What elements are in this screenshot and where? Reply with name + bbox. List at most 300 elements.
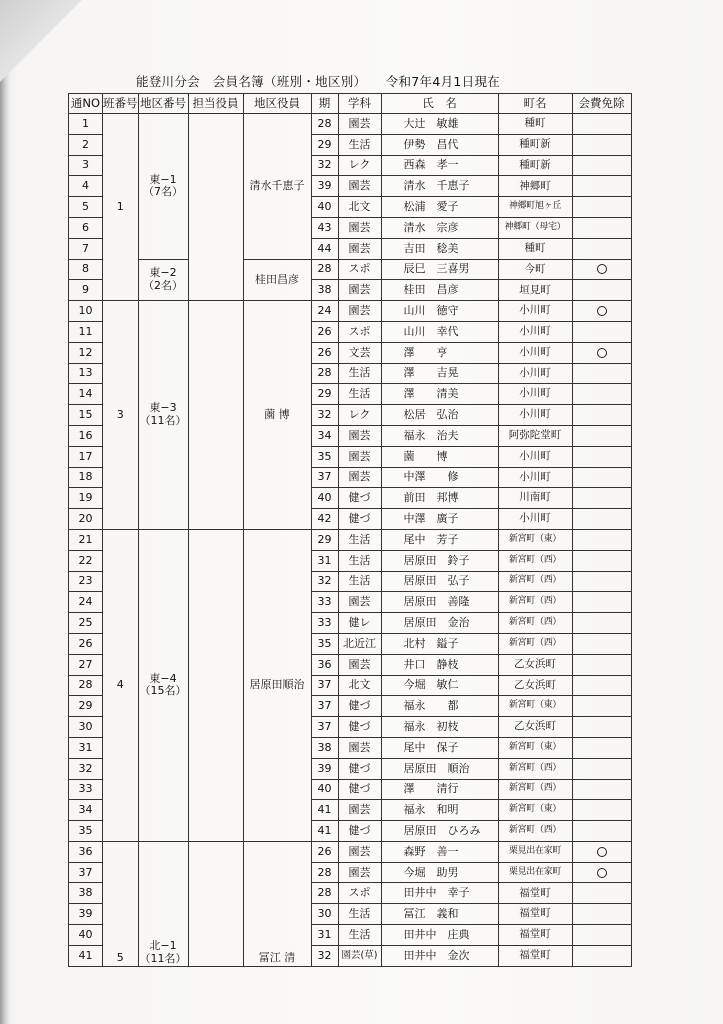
col-header-no: 通NO [69, 94, 103, 114]
member-name-cell: 澤 清行 [381, 779, 498, 800]
col-header-gakka: 学科 [338, 94, 381, 114]
fee-exempt-cell [572, 446, 631, 467]
exempt-circle-icon [597, 264, 607, 274]
han-number-cell: 5 [103, 841, 139, 966]
course-cell: 北文 [338, 675, 381, 696]
fee-exempt-cell [572, 134, 631, 155]
term-cell: 24 [311, 301, 338, 322]
row-number: 36 [69, 841, 103, 862]
course-cell: レク [338, 155, 381, 176]
area-code: 北−1 [149, 939, 177, 953]
row-number: 17 [69, 446, 103, 467]
member-name-cell: 松浦 愛子 [381, 197, 498, 218]
fee-exempt-cell [572, 571, 631, 592]
area-member-count: （15名） [139, 684, 187, 698]
member-name-cell: 田井中 幸子 [381, 883, 498, 904]
member-name-cell: 福永 治夫 [381, 425, 498, 446]
area-code: 東−4 [149, 671, 177, 685]
area-member-count: （7名） [143, 185, 183, 199]
col-header-area-officer: 地区役員 [243, 94, 311, 114]
fee-exempt-cell [572, 717, 631, 738]
fee-exempt-cell [572, 779, 631, 800]
fee-exempt-cell [572, 176, 631, 197]
town-cell: 種町 [498, 238, 572, 259]
area-officer-cell: 清水千恵子 [243, 114, 311, 260]
area-officer-cell: 桂田昌彦 [243, 259, 311, 301]
member-name-cell: 山川 幸代 [381, 321, 498, 342]
town-cell: 種町新 [498, 134, 572, 155]
fee-exempt-cell [572, 883, 631, 904]
town-cell: 小川町 [498, 301, 572, 322]
member-name-cell: 中澤 修 [381, 467, 498, 488]
term-cell: 28 [311, 259, 338, 280]
town-cell: 阿弥陀堂町 [498, 425, 572, 446]
member-name-cell: 今堀 敏仁 [381, 675, 498, 696]
row-number: 4 [69, 176, 103, 197]
course-cell: レク [338, 405, 381, 426]
row-number: 32 [69, 758, 103, 779]
fee-exempt-cell [572, 405, 631, 426]
col-header-officer: 担当役員 [188, 94, 243, 114]
row-number: 2 [69, 134, 103, 155]
term-cell: 31 [311, 925, 338, 946]
term-cell: 41 [311, 800, 338, 821]
row-number: 7 [69, 238, 103, 259]
term-cell: 38 [311, 280, 338, 301]
term-cell: 37 [311, 675, 338, 696]
row-number: 13 [69, 363, 103, 384]
course-cell: 園芸 [338, 301, 381, 322]
fee-exempt-cell [572, 280, 631, 301]
fee-exempt-cell [572, 675, 631, 696]
course-cell: 健レ [338, 613, 381, 634]
fee-exempt-cell [572, 238, 631, 259]
town-cell: 今町 [498, 259, 572, 280]
course-cell: 文芸 [338, 342, 381, 363]
member-name-cell: 薗 博 [381, 446, 498, 467]
col-header-exempt: 会費免除 [572, 94, 631, 114]
term-cell: 28 [311, 883, 338, 904]
town-cell: 福堂町 [498, 925, 572, 946]
member-name-cell: 冨江 義和 [381, 904, 498, 925]
officer-in-charge-cell [188, 529, 243, 841]
course-cell: 園芸 [338, 114, 381, 135]
member-name-cell: 前田 邦博 [381, 488, 498, 509]
term-cell: 26 [311, 342, 338, 363]
fee-exempt-cell [572, 925, 631, 946]
row-number: 15 [69, 405, 103, 426]
fee-exempt-cell [572, 592, 631, 613]
term-cell: 29 [311, 529, 338, 550]
area-code: 東−3 [149, 401, 177, 415]
member-name-cell: 伊勢 昌代 [381, 134, 498, 155]
col-header-town: 町名 [498, 94, 572, 114]
fee-exempt-cell [572, 342, 631, 363]
han-number-cell: 1 [103, 114, 139, 301]
town-cell: 小川町 [498, 384, 572, 405]
fee-exempt-cell [572, 904, 631, 925]
area-code: 東−2 [149, 266, 177, 280]
term-cell: 42 [311, 509, 338, 530]
officer-in-charge-cell [188, 301, 243, 530]
town-cell: 小川町 [498, 363, 572, 384]
row-number: 31 [69, 737, 103, 758]
row-number: 9 [69, 280, 103, 301]
member-name-cell: 今堀 助男 [381, 862, 498, 883]
fee-exempt-cell [572, 737, 631, 758]
exempt-circle-icon [597, 868, 607, 878]
fee-exempt-cell [572, 800, 631, 821]
member-name-cell: 辰巳 三喜男 [381, 259, 498, 280]
fee-exempt-cell [572, 217, 631, 238]
term-cell: 40 [311, 779, 338, 800]
term-cell: 35 [311, 633, 338, 654]
fee-exempt-cell [572, 654, 631, 675]
term-cell: 28 [311, 114, 338, 135]
row-number: 20 [69, 509, 103, 530]
course-cell: 健づ [338, 779, 381, 800]
town-cell: 小川町 [498, 342, 572, 363]
fee-exempt-cell [572, 509, 631, 530]
member-name-cell: 井口 静枝 [381, 654, 498, 675]
exempt-mark-text [607, 867, 608, 868]
member-name-cell: 松居 弘治 [381, 405, 498, 426]
exempt-mark-text [607, 263, 608, 264]
town-cell: 新宮町（西） [498, 758, 572, 779]
town-cell: 乙女浜町 [498, 717, 572, 738]
course-cell: 園芸 [338, 841, 381, 862]
row-number: 18 [69, 467, 103, 488]
fee-exempt-cell [572, 114, 631, 135]
town-cell: 小川町 [498, 509, 572, 530]
member-name-cell: 居原田 善隆 [381, 592, 498, 613]
town-cell: 川南町 [498, 488, 572, 509]
member-name-cell: 桂田 昌彦 [381, 280, 498, 301]
term-cell: 37 [311, 696, 338, 717]
area-number-cell [138, 841, 188, 966]
course-cell: スポ [338, 259, 381, 280]
town-cell: 神郷町 [498, 176, 572, 197]
course-cell: 北文 [338, 197, 381, 218]
fee-exempt-cell [572, 550, 631, 571]
member-name-cell: 田井中 庄典 [381, 925, 498, 946]
member-name-cell: 福永 都 [381, 696, 498, 717]
town-cell: 乙女浜町 [498, 654, 572, 675]
officer-in-charge-cell [188, 114, 243, 301]
member-name-cell: 居原田 順治 [381, 758, 498, 779]
exempt-mark-text [607, 305, 608, 306]
fee-exempt-cell [572, 488, 631, 509]
town-cell: 新宮町（西） [498, 821, 572, 842]
exempt-mark-text [607, 347, 608, 348]
row-number: 11 [69, 321, 103, 342]
han-number-cell: 3 [103, 301, 139, 530]
course-cell: 園芸 [338, 446, 381, 467]
row-number: 35 [69, 821, 103, 842]
term-cell: 37 [311, 467, 338, 488]
term-cell: 31 [311, 550, 338, 571]
member-name-cell: 森野 善一 [381, 841, 498, 862]
town-cell: 神郷町旭ヶ丘 [498, 197, 572, 218]
fee-exempt-cell [572, 945, 631, 966]
town-cell: 新宮町（西） [498, 633, 572, 654]
row-number: 39 [69, 904, 103, 925]
member-name-cell: 居原田 鈴子 [381, 550, 498, 571]
member-name-cell: 居原田 弘子 [381, 571, 498, 592]
term-cell: 41 [311, 821, 338, 842]
course-cell: 生活 [338, 529, 381, 550]
course-cell: 園芸 [338, 238, 381, 259]
row-number: 26 [69, 633, 103, 654]
term-cell: 26 [311, 321, 338, 342]
row-number: 19 [69, 488, 103, 509]
course-cell: 園芸 [338, 862, 381, 883]
area-code: 東−1 [149, 172, 177, 186]
row-number: 21 [69, 529, 103, 550]
member-name-cell: 澤 亨 [381, 342, 498, 363]
exempt-circle-icon [597, 847, 607, 857]
fee-exempt-cell [572, 363, 631, 384]
course-cell: 生活 [338, 363, 381, 384]
member-name-cell: 居原田 ひろみ [381, 821, 498, 842]
term-cell: 36 [311, 654, 338, 675]
town-cell: 種町 [498, 114, 572, 135]
course-cell: 園芸 [338, 280, 381, 301]
scan-edge-shadow [0, 0, 10, 1024]
fee-exempt-cell [572, 301, 631, 322]
fee-exempt-cell [572, 696, 631, 717]
row-number: 5 [69, 197, 103, 218]
town-cell: 乙女浜町 [498, 675, 572, 696]
town-cell: 新宮町（東） [498, 800, 572, 821]
col-header-name: 氏 名 [381, 94, 498, 114]
table-row [69, 529, 632, 550]
row-number: 16 [69, 425, 103, 446]
row-number: 14 [69, 384, 103, 405]
course-cell: 園芸(草) [338, 945, 381, 966]
row-number: 23 [69, 571, 103, 592]
term-cell: 29 [311, 384, 338, 405]
town-cell: 小川町 [498, 405, 572, 426]
member-name-cell: 清水 宗彦 [381, 217, 498, 238]
row-number: 22 [69, 550, 103, 571]
term-cell: 44 [311, 238, 338, 259]
course-cell: 健づ [338, 696, 381, 717]
term-cell: 40 [311, 197, 338, 218]
area-member-count: （2名） [143, 278, 183, 292]
table-row [69, 841, 632, 862]
row-number: 8 [69, 259, 103, 280]
town-cell: 福堂町 [498, 883, 572, 904]
town-cell: 福堂町 [498, 904, 572, 925]
row-number: 33 [69, 779, 103, 800]
col-header-han: 班番号 [103, 94, 139, 114]
row-number: 6 [69, 217, 103, 238]
fee-exempt-cell [572, 758, 631, 779]
town-cell: 新宮町（東） [498, 737, 572, 758]
course-cell: 北近江 [338, 633, 381, 654]
area-number-cell [138, 114, 188, 260]
term-cell: 32 [311, 155, 338, 176]
term-cell: 28 [311, 363, 338, 384]
member-name-cell: 田井中 金次 [381, 945, 498, 966]
officer-in-charge-cell [188, 841, 243, 966]
term-cell: 40 [311, 488, 338, 509]
row-number: 41 [69, 945, 103, 966]
term-cell: 30 [311, 904, 338, 925]
course-cell: 生活 [338, 550, 381, 571]
table-row [69, 259, 632, 280]
course-cell: 生活 [338, 571, 381, 592]
course-cell: 園芸 [338, 592, 381, 613]
row-number: 30 [69, 717, 103, 738]
course-cell: 園芸 [338, 467, 381, 488]
member-name-cell: 北村 鎰子 [381, 633, 498, 654]
town-cell: 種町新 [498, 155, 572, 176]
town-cell: 小川町 [498, 467, 572, 488]
term-cell: 34 [311, 425, 338, 446]
member-name-cell: 山川 徳守 [381, 301, 498, 322]
area-officer-cell: 薗 博 [243, 301, 311, 530]
town-cell: 新宮町（西） [498, 779, 572, 800]
fee-exempt-cell [572, 529, 631, 550]
course-cell: 生活 [338, 904, 381, 925]
course-cell: 園芸 [338, 654, 381, 675]
course-cell: 健づ [338, 717, 381, 738]
col-header-area: 地区番号 [138, 94, 188, 114]
row-number: 1 [69, 114, 103, 135]
member-name-cell: 居原田 金治 [381, 613, 498, 634]
course-cell: 健づ [338, 488, 381, 509]
row-number: 10 [69, 301, 103, 322]
member-name-cell: 福永 和明 [381, 800, 498, 821]
town-cell: 福堂町 [498, 945, 572, 966]
fee-exempt-cell [572, 155, 631, 176]
town-cell: 新宮町（西） [498, 613, 572, 634]
member-roster-table [68, 93, 632, 967]
member-name-cell: 清水 千恵子 [381, 176, 498, 197]
member-name-cell: 澤 吉晃 [381, 363, 498, 384]
town-cell: 栗見出在家町 [498, 841, 572, 862]
table-row [69, 114, 632, 135]
member-name-cell: 西森 孝一 [381, 155, 498, 176]
term-cell: 29 [311, 134, 338, 155]
fee-exempt-cell [572, 259, 631, 280]
exempt-circle-icon [597, 348, 607, 358]
row-number: 27 [69, 654, 103, 675]
town-cell: 小川町 [498, 446, 572, 467]
course-cell: 園芸 [338, 217, 381, 238]
town-cell: 垣見町 [498, 280, 572, 301]
area-member-count: （11名） [139, 952, 187, 966]
course-cell: 園芸 [338, 800, 381, 821]
course-cell: 健づ [338, 758, 381, 779]
fee-exempt-cell [572, 467, 631, 488]
course-cell: 生活 [338, 925, 381, 946]
area-number-cell [138, 301, 188, 530]
member-name-cell: 福永 初枝 [381, 717, 498, 738]
course-cell: 健づ [338, 821, 381, 842]
course-cell: 園芸 [338, 176, 381, 197]
col-header-ki: 期 [311, 94, 338, 114]
row-number: 12 [69, 342, 103, 363]
row-number: 34 [69, 800, 103, 821]
area-number-cell [138, 259, 188, 301]
term-cell: 32 [311, 571, 338, 592]
term-cell: 32 [311, 405, 338, 426]
fee-exempt-cell [572, 633, 631, 654]
fee-exempt-cell [572, 384, 631, 405]
row-number: 37 [69, 862, 103, 883]
area-number-cell [138, 529, 188, 841]
course-cell: スポ [338, 321, 381, 342]
fee-exempt-cell [572, 821, 631, 842]
term-cell: 26 [311, 841, 338, 862]
row-number: 3 [69, 155, 103, 176]
row-number: 28 [69, 675, 103, 696]
exempt-circle-icon [597, 306, 607, 316]
area-member-count: （11名） [139, 414, 187, 428]
row-number: 29 [69, 696, 103, 717]
table-row [69, 301, 632, 322]
fee-exempt-cell [572, 321, 631, 342]
term-cell: 28 [311, 862, 338, 883]
fee-exempt-cell [572, 197, 631, 218]
term-cell: 39 [311, 176, 338, 197]
course-cell: 健づ [338, 509, 381, 530]
course-cell: 園芸 [338, 737, 381, 758]
exempt-mark-text [607, 846, 608, 847]
term-cell: 43 [311, 217, 338, 238]
row-number: 24 [69, 592, 103, 613]
fee-exempt-cell [572, 425, 631, 446]
member-name-cell: 吉田 稔美 [381, 238, 498, 259]
member-name-cell: 尾中 芳子 [381, 529, 498, 550]
area-officer-cell: 冨江 清 [243, 841, 311, 966]
town-cell: 新宮町（東） [498, 696, 572, 717]
fee-exempt-cell [572, 613, 631, 634]
fee-exempt-cell [572, 862, 631, 883]
member-name-cell: 澤 清美 [381, 384, 498, 405]
town-cell: 新宮町（西） [498, 592, 572, 613]
term-cell: 32 [311, 945, 338, 966]
town-cell: 小川町 [498, 321, 572, 342]
course-cell: 生活 [338, 384, 381, 405]
han-number-cell: 4 [103, 529, 139, 841]
town-cell: 新宮町（西） [498, 571, 572, 592]
row-number: 25 [69, 613, 103, 634]
town-cell: 栗見出在家町 [498, 862, 572, 883]
term-cell: 35 [311, 446, 338, 467]
member-name-cell: 中澤 廣子 [381, 509, 498, 530]
member-name-cell: 尾中 保子 [381, 737, 498, 758]
term-cell: 38 [311, 737, 338, 758]
course-cell: スポ [338, 883, 381, 904]
term-cell: 39 [311, 758, 338, 779]
course-cell: 園芸 [338, 425, 381, 446]
term-cell: 33 [311, 613, 338, 634]
town-cell: 神郷町（母宅） [498, 217, 572, 238]
header-row [69, 94, 632, 114]
town-cell: 新宮町（東） [498, 529, 572, 550]
term-cell: 37 [311, 717, 338, 738]
term-cell: 33 [311, 592, 338, 613]
course-cell: 生活 [338, 134, 381, 155]
town-cell: 新宮町（西） [498, 550, 572, 571]
page-title: 能登川分会 会員名簿（班別・地区別） 令和7年4月1日現在 [135, 74, 501, 89]
member-name-cell: 大辻 敏雄 [381, 114, 498, 135]
area-officer-cell: 居原田順治 [243, 529, 311, 841]
